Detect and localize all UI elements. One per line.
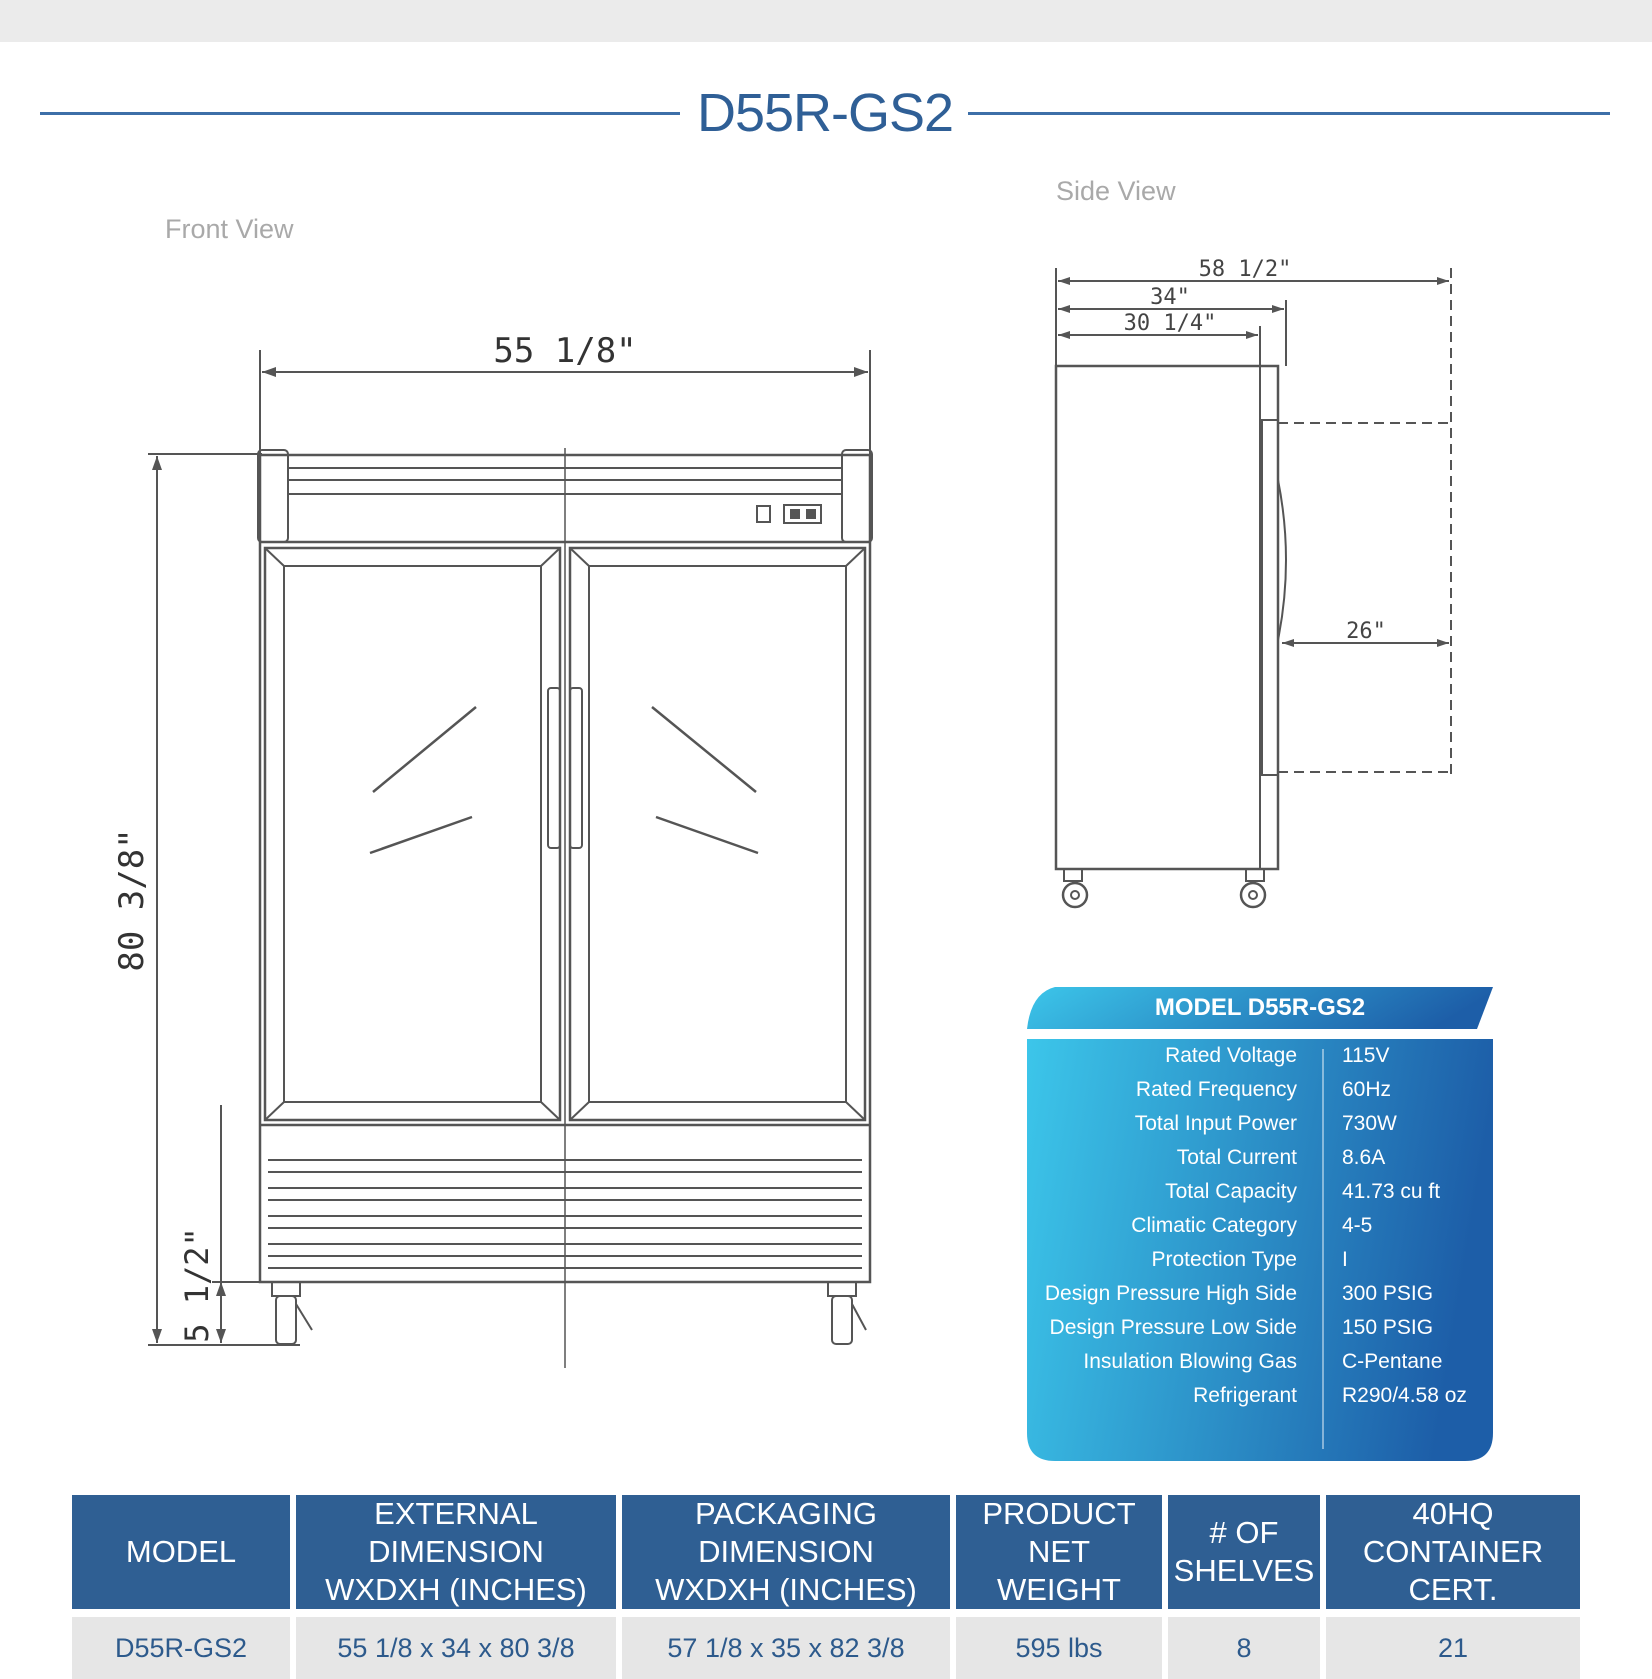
spec-row (1027, 1175, 1493, 1209)
side-overall-label: 58 1/2" (1198, 257, 1292, 282)
header-shelves: # OF SHELVES (1168, 1495, 1320, 1609)
side-caster-back (1241, 883, 1265, 907)
spec-row (1027, 1107, 1493, 1141)
spec-label: Total Input Power (1134, 1112, 1297, 1135)
spec-label: Total Current (1176, 1146, 1297, 1169)
cell-model: D55R-GS2 (72, 1609, 290, 1679)
spec-value: 4-5 (1342, 1214, 1373, 1237)
cell-shelves: 8 (1168, 1609, 1320, 1679)
spec-row (1027, 1345, 1493, 1379)
front-view-label: Front View (165, 214, 294, 244)
header-container-cert: 40HQ CONTAINER CERT. (1326, 1495, 1580, 1609)
side-caster-front (1063, 883, 1087, 907)
cell-container-cert: 21 (1326, 1609, 1580, 1679)
cell-packaging-dimension: 57 1/8 x 35 x 82 3/8 (622, 1609, 950, 1679)
spec-value: 730W (1342, 1112, 1397, 1135)
side-view-label: Side View (1056, 176, 1176, 206)
header-model: MODEL (72, 1495, 290, 1609)
spec-row (1027, 1243, 1493, 1277)
spec-label: Design Pressure Low Side (1049, 1316, 1297, 1339)
spec-row (1027, 1209, 1493, 1243)
spec-value: R290/4.58 oz (1342, 1384, 1467, 1407)
spec-card-rows (1027, 1039, 1493, 1413)
side-depth-label: 34" (1150, 285, 1190, 310)
spec-label: Climatic Category (1131, 1214, 1297, 1237)
side-cabinet-label: 30 1/4" (1123, 311, 1217, 336)
spec-label: Total Capacity (1165, 1180, 1297, 1203)
spec-value: C-Pentane (1342, 1350, 1443, 1373)
spec-label: Rated Frequency (1135, 1078, 1297, 1101)
spec-value: 300 PSIG (1342, 1282, 1434, 1305)
spec-value: 150 PSIG (1342, 1316, 1434, 1339)
spec-label: Insulation Blowing Gas (1083, 1350, 1297, 1373)
spec-label: Design Pressure High Side (1044, 1282, 1297, 1305)
spec-value: 60Hz (1342, 1078, 1392, 1101)
spec-value: 115V (1342, 1044, 1390, 1067)
side-cabinet (1056, 366, 1278, 869)
cell-net-weight: 595 lbs (956, 1609, 1162, 1679)
cell-external-dimension: 55 1/8 x 34 x 80 3/8 (296, 1609, 616, 1679)
side-door-profile (1262, 420, 1278, 775)
table-header-row (72, 1495, 1580, 1609)
spec-card-title: MODEL D55R-GS2 (1154, 994, 1366, 1021)
spec-label: Rated Voltage (1165, 1044, 1297, 1067)
front-base-label: 5 1/2" (178, 1227, 216, 1343)
header-net-weight: PRODUCT NET WEIGHT (956, 1495, 1162, 1609)
header-external-dimension: EXTERNAL DIMENSION WXDXH (INCHES) (296, 1495, 616, 1609)
header-packaging-dimension: PACKAGING DIMENSION WXDXH (INCHES) (622, 1495, 950, 1609)
spec-table (66, 1495, 1586, 1679)
front-height-label: 80 3/8" (112, 828, 152, 972)
spec-value: 8.6A (1342, 1146, 1386, 1169)
page-title: D55R-GS2 (696, 83, 954, 143)
side-door-swing-label: 26" (1346, 619, 1386, 644)
spec-label: Protection Type (1151, 1248, 1297, 1271)
spec-row (1027, 1311, 1493, 1345)
spec-row (1027, 1039, 1493, 1073)
spec-row (1027, 1277, 1493, 1311)
front-width-label: 55 1/8" (493, 331, 637, 371)
spec-row (1027, 1073, 1493, 1107)
spec-label: Refrigerant (1193, 1384, 1297, 1407)
spec-value: 41.73 cu ft (1342, 1180, 1441, 1203)
spec-value: I (1342, 1248, 1348, 1271)
table-row (72, 1609, 1580, 1679)
spec-row (1027, 1141, 1493, 1175)
spec-row (1027, 1379, 1493, 1413)
spec-card (1027, 987, 1493, 1461)
